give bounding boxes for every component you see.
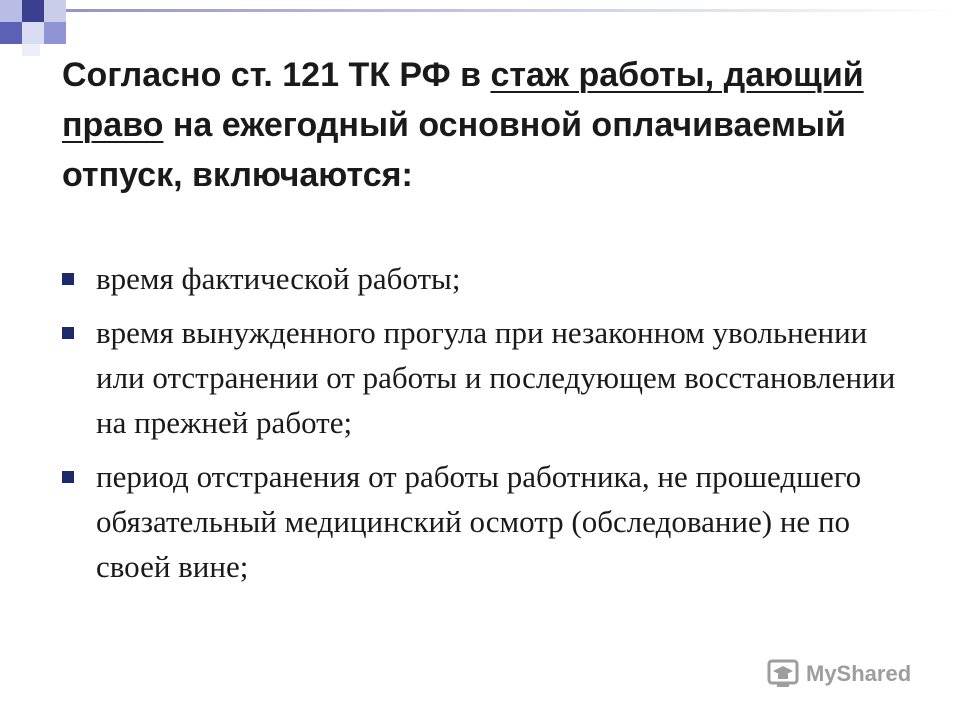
list-item <box>62 454 912 589</box>
mortarboard-icon <box>766 659 800 689</box>
square-bullet-icon <box>62 327 74 339</box>
square-bullet-icon <box>62 273 74 285</box>
list-item-text: период отстранения от работы работника, не прошедшего обязательный медицинский осмотр (обследование) не по своей вине; <box>96 459 862 584</box>
title-underlined-phrase: стаж работы, дающий право <box>62 56 864 144</box>
list-item-text: время фактической работы; <box>96 261 461 296</box>
square-bullet-icon <box>62 471 74 483</box>
myshared-watermark <box>766 656 911 692</box>
list-item-text: время вынужденного прогула при незаконном увольнении или отстранении от работы и последующем восстановлении на прежней работе; <box>96 315 896 440</box>
bullet-list <box>62 256 912 598</box>
title-part-1: Согласно ст. 121 ТК РФ в <box>62 56 491 94</box>
list-item <box>62 256 912 301</box>
list-item <box>62 310 912 445</box>
slide-title <box>62 50 882 200</box>
top-rule <box>66 9 960 12</box>
title-part-2: на ежегодный основной оплачиваемый отпуск, включаются: <box>62 106 846 194</box>
watermark-text: MyShared <box>806 661 912 686</box>
